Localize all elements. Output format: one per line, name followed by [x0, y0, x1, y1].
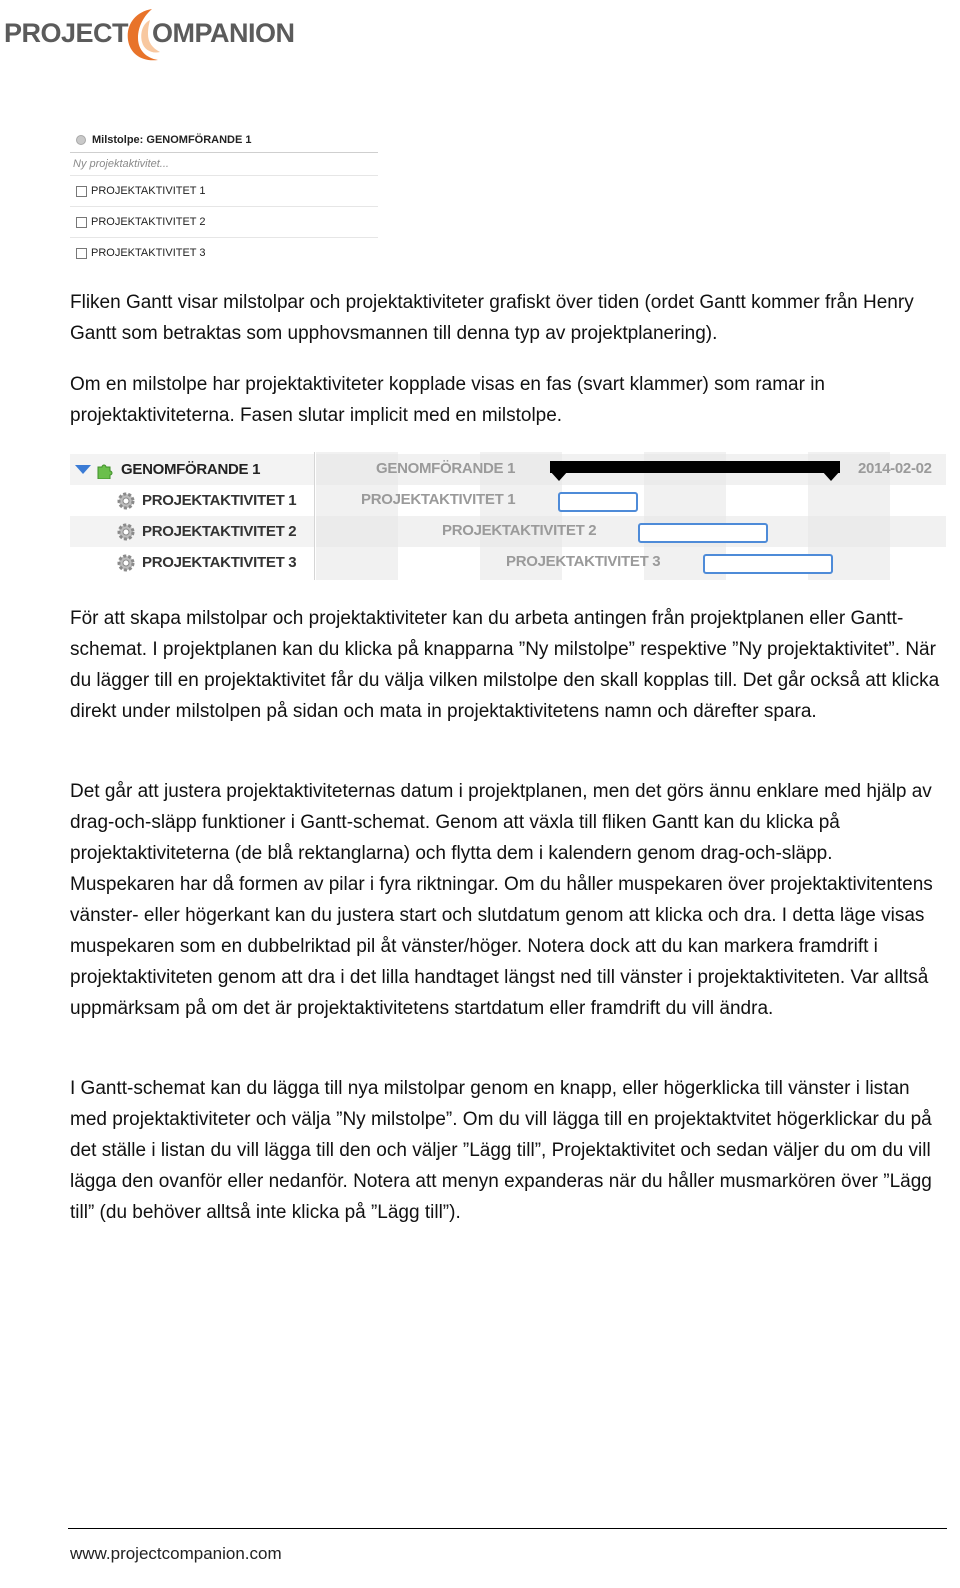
- activity-item[interactable]: [70, 207, 378, 238]
- gantt-row-task[interactable]: [70, 516, 314, 547]
- gear-icon: [116, 491, 136, 511]
- milestone-header[interactable]: [70, 128, 378, 153]
- task-bar[interactable]: [638, 523, 768, 543]
- milestone-date: 2014-02-02: [858, 460, 932, 477]
- gantt-row-task[interactable]: [70, 547, 314, 578]
- paragraph-add-milestone: I Gantt-schemat kan du lägga till nya milstolpar genom en knapp, eller högerklicka till vänster i listan med projektaktiviteter och välja ”Ny milstolpe”. Om du vill lägga till en projektaktvitet högerklickar du på det ställe i listan du vill lägga till den och väljer ”Lägg till”, Projektaktivitet och sedan väljer du om du vill lägga den ovanför eller nedanför. Notera att menyn expanderas när du håller musmarkören över ”Lägg till” (du behöver alltså inte klicka på ”Lägg till”).: [70, 1078, 932, 1223]
- logo-text-left: PROJECT: [4, 18, 129, 48]
- footer-divider: [68, 1528, 947, 1529]
- activity-checkbox[interactable]: [76, 248, 87, 259]
- activity-checkbox[interactable]: [76, 217, 87, 228]
- activity-label: PROJEKTAKTIVITET 3: [91, 247, 206, 259]
- paragraph-drag-drop: Det går att justera projektaktiviteternas datum i projektplanen, men det görs ännu enklare med hjälp av drag-och-släpp funktioner i Gantt-schemat. Genom att växla till fliken Gantt kan du klicka på projektaktiviteterna (de blå rektanglarna) och flytta dem i kalendern genom drag-och-släpp. Muspekaren har då formen av pilar i fyra riktningar. Om du håller muspekaren över projektaktivitentens vänster- eller högerkant kan du justera start och slutdatum genom att klicka och dra. I detta läge visas muspekaren som en dubbelriktad pil åt vänster/höger. Notera dock att du kan markera framdrift i projektaktiviteten genom att dra i det lilla handtaget längst ned till vänster i projektaktiviteten. Var alltså uppmärksam på om det är projektaktivitetens startdatum eller framdrift du vill ändra.: [70, 781, 933, 1019]
- gantt-row-task[interactable]: [70, 485, 314, 516]
- gantt-timeline: [316, 452, 946, 580]
- phase-bracket-start: [550, 471, 568, 481]
- timeline-task-label: PROJEKTAKTIVITET 3: [506, 553, 661, 570]
- milestone-bullet-icon: [76, 135, 86, 145]
- activity-item[interactable]: [70, 176, 378, 207]
- task-bar[interactable]: [703, 554, 833, 574]
- paragraph-create: För att skapa milstolpar och projektaktiviteter kan du arbeta antingen från projektplanen eller Gantt-schemat. I projektplanen kan du klicka på knapparna ”Ny milstolpe” respektive ”Ny projektaktivitet”. När du lägger till en projektaktivitet får du välja vilken milstolpe den skall kopplas till. Det går också att klicka direkt under milstolpen på sidan och mata in projektaktivitetens namn och därefter spara.: [70, 608, 940, 722]
- activity-checkbox[interactable]: [76, 186, 87, 197]
- gantt-task-list: [70, 452, 315, 580]
- activity-item[interactable]: [70, 238, 378, 268]
- gantt-task-label: PROJEKTAKTIVITET 3: [142, 554, 297, 571]
- logo-text-right: OMPANION: [152, 18, 295, 48]
- gantt-row-milestone[interactable]: [70, 454, 314, 485]
- new-activity-input[interactable]: Ny projektaktivitet...: [70, 153, 378, 176]
- gear-icon: [116, 522, 136, 542]
- task-bar[interactable]: [558, 492, 638, 512]
- gear-icon: [116, 553, 136, 573]
- collapse-triangle-icon[interactable]: [75, 465, 91, 474]
- gantt-chart: [70, 452, 946, 580]
- gantt-milestone-label: GENOMFÖRANDE 1: [121, 461, 261, 478]
- gantt-task-label: PROJEKTAKTIVITET 2: [142, 523, 297, 540]
- gantt-task-label: PROJEKTAKTIVITET 1: [142, 492, 297, 509]
- timeline-task-label: PROJEKTAKTIVITET 2: [442, 522, 597, 539]
- paragraph-phase: Om en milstolpe har projektaktiviteter kopplade visas en fas (svart klammer) som ramar in projektaktiviteterna. Fasen slutar implicit med en milstolpe.: [70, 374, 825, 426]
- paragraph-gantt-intro: Fliken Gantt visar milstolpar och projektaktiviteter grafiskt över tiden (ordet Gantt kommer från Henry Gantt som betraktas som upphovsmannen till denna typ av projektplanering).: [70, 292, 914, 344]
- activity-label: PROJEKTAKTIVITET 2: [91, 216, 206, 228]
- phase-bracket[interactable]: [550, 461, 840, 473]
- milestone-puzzle-icon: [95, 461, 113, 479]
- milestone-list-widget: [70, 128, 378, 268]
- phase-bracket-end: [822, 471, 840, 481]
- project-companion-logo: [4, 6, 304, 62]
- timeline-task-label: PROJEKTAKTIVITET 1: [361, 491, 516, 508]
- milestone-title: Milstolpe: GENOMFÖRANDE 1: [92, 134, 252, 146]
- timeline-row: [316, 516, 946, 547]
- timeline-milestone-label: GENOMFÖRANDE 1: [376, 460, 516, 477]
- activity-label: PROJEKTAKTIVITET 1: [91, 185, 206, 197]
- footer-url: www.projectcompanion.com: [70, 1544, 282, 1563]
